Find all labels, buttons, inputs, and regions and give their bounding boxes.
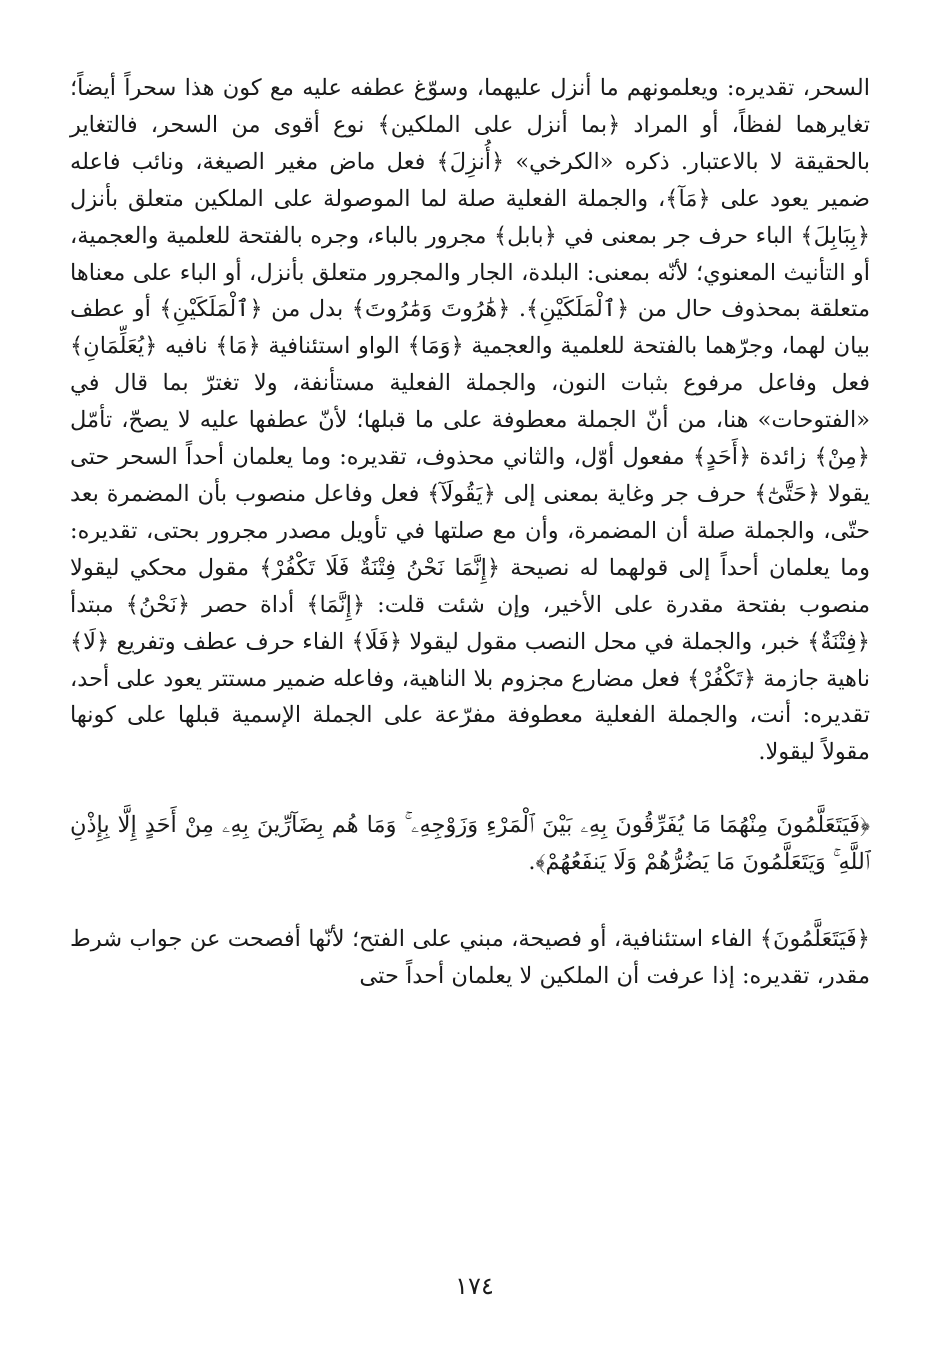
quran-verse: ﴿فَيَتَعَلَّمُونَ مِنْهُمَا مَا يُفَرِّقُونَ بِهِۦ بَيْنَ ٱلْمَرْءِ وَزَوْجِهِۦ ۚ وَمَا هُم بِضَآرِّينَ بِهِۦ مِنْ أَحَدٍ إِلَّا بِإِذْنِ ٱللَّهِ ۚ وَيَتَعَلَّمُونَ مَا يَضُرُّهُمْ وَلَا يَنفَعُهُمْ﴾. (70, 812, 870, 876)
page-number: ١٧٤ (455, 1272, 494, 1300)
page-body (70, 70, 870, 1018)
paragraph-commentary: السحر، تقديره: ويعلمونهم ما أنزل عليهما، وسوّغ عطفه عليه مع كون هذا سحراً أيضاً؛ تغايرهما لفظاً، أو المراد ﴿بما أنزل على الملكين﴾ نوع أقوى من السحر، فالتغاير بالحقيقة لا بالاعتبار. ذكره «الكرخي» ﴿أُنزِلَ﴾ فعل ماض مغير الصيغة، ونائب فاعله ضمير يعود على ﴿مَآ﴾، والجملة الفعلية صلة لما الموصولة على الملكين متعلق بأنزل ﴿بِبَابِلَ﴾ الباء حرف جر بمعنى في ﴿بابل﴾ مجرور بالباء، وجره بالفتحة للعلمية والعجمية، أو التأنيث المعنوي؛ لأنّه بمعنى: البلدة، الجار والمجرور متعلق بأنزل، أو الباء على معناها متعلقة بمحذوف حال من ﴿ٱلْمَلَكَيْنِ﴾. ﴿هَٰرُوتَ وَمَٰرُوتَ﴾ بدل من ﴿ٱلْمَلَكَيْنِ﴾ أو عطف بيان لهما، وجرّهما بالفتحة للعلمية والعجمية ﴿وَمَا﴾ الواو استئنافية ﴿مَا﴾ نافيه ﴿يُعَلِّمَانِ﴾ فعل وفاعل مرفوع بثبات النون، والجملة الفعلية مستأنفة، ولا تغترّ بما قال في «الفتوحات» هنا، من أنّ الجملة معطوفة على ما قبلها؛ لأنّ عطفها عليه لا يصحّ، تأمّل ﴿مِنْ﴾ زائدة ﴿أَحَدٍ﴾ مفعول أوّل، والثاني محذوف، تقديره: وما يعلمان أحداً السحر حتى يقولا ﴿حَتَّىٰٓ﴾ حرف جر وغاية بمعنى إلى ﴿يَقُولَآ﴾ فعل وفاعل منصوب بأن المضمرة بعد حتّى، والجملة صلة أن المضمرة، وأن مع صلتها في تأويل مصدر مجرور بحتى، تقديره: وما يعلمان أحداً إلى قولهما له نصيحة ﴿إِنَّمَا نَحْنُ فِتْنَةٌ فَلَا تَكْفُرْ﴾ مقول محكي ليقولا منصوب بفتحة مقدرة على الأخير، وإن شئت قلت: ﴿إِنَّمَا﴾ أداة حصر ﴿نَحْنُ﴾ مبتدأ ﴿فِتْنَةٌ﴾ خبر، والجملة في محل النصب مقول ليقولا ﴿فَلَا﴾ الفاء حرف عطف وتفريع ﴿لَا﴾ ناهية جازمة ﴿تَكْفُرْ﴾ فعل مضارع مجزوم بلا الناهية، وفاعله ضمير مستتر يعود على أحد، تقديره: أنت، والجملة الفعلية معطوفة مفرّعة على الجملة الإسمية قبلها على كونها مقولاً ليقولا. (70, 75, 871, 766)
paragraph-commentary-continued: ﴿فَيَتَعَلَّمُونَ﴾ الفاء استئنافية، أو فصيحة، مبني على الفتح؛ لأنّها أفصحت عن جواب شرط مقدر، تقديره: إذا عرفت أن الملكين لا يعلمان أحداً حتى (70, 926, 870, 990)
